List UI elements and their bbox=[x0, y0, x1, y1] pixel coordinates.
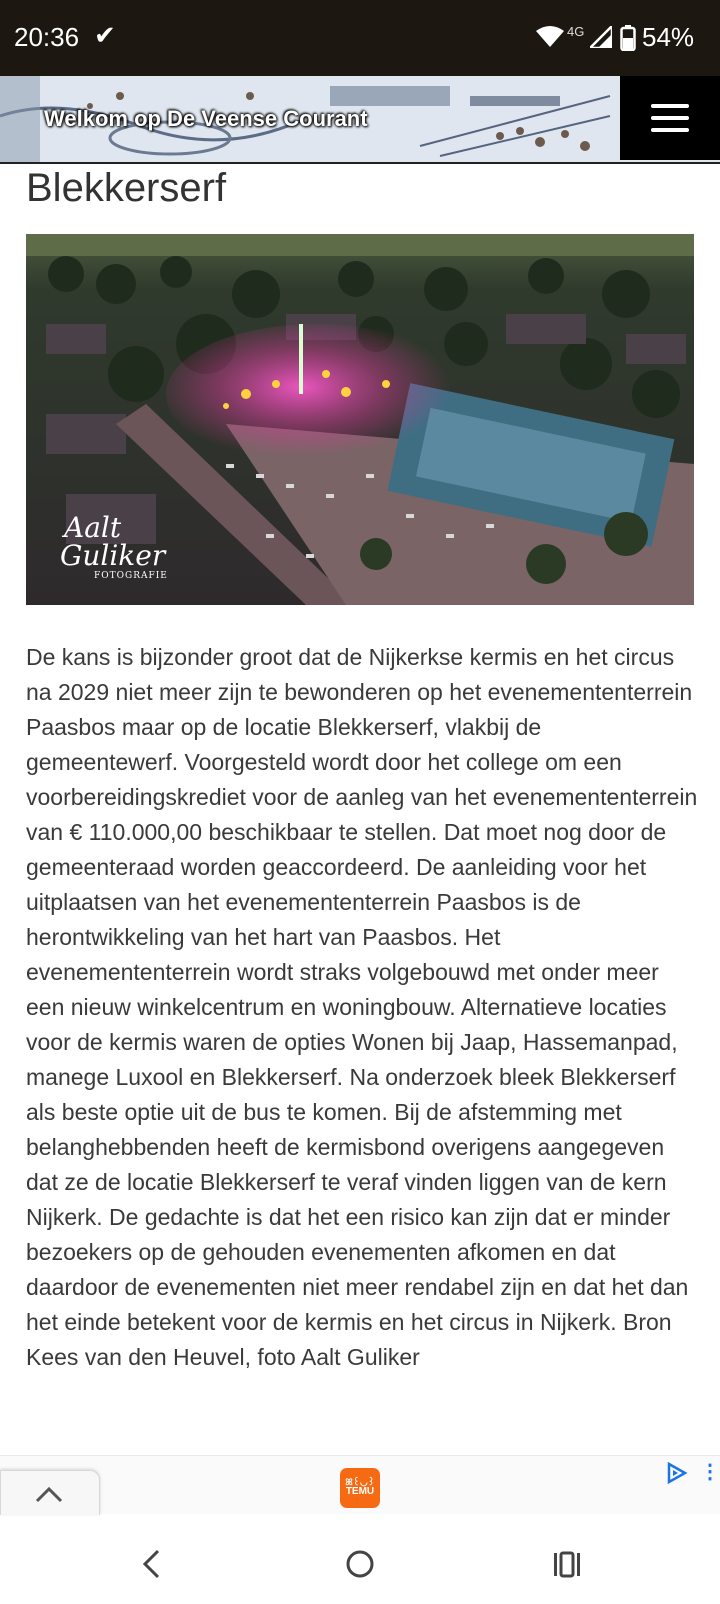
ad-collapse-button[interactable] bbox=[0, 1470, 100, 1515]
signal-icon bbox=[590, 26, 612, 48]
article-headline: Blekkerserf bbox=[26, 166, 227, 210]
wifi-icon bbox=[536, 26, 564, 48]
home-icon[interactable] bbox=[345, 1549, 375, 1579]
watermark-line-3: FOTOGRAFIE bbox=[94, 571, 168, 581]
site-header bbox=[0, 76, 720, 164]
site-title[interactable]: Welkom op De Veense Courant bbox=[44, 106, 368, 131]
temu-logo-text: TEMU bbox=[345, 1486, 375, 1497]
recents-icon[interactable] bbox=[552, 1549, 582, 1579]
battery-icon bbox=[620, 25, 636, 51]
back-icon[interactable] bbox=[138, 1549, 166, 1579]
watermark-line-2: Guliker bbox=[60, 539, 166, 572]
hamburger-menu-icon[interactable] bbox=[620, 76, 720, 160]
battery-percentage: 54% bbox=[642, 22, 695, 52]
chevron-up-icon bbox=[1, 1471, 99, 1515]
watermark-line-1: Aalt bbox=[64, 511, 122, 544]
status-time: 20:36 bbox=[14, 22, 80, 52]
ad-banner[interactable] bbox=[0, 1455, 720, 1514]
article-body: De kans is bijzonder groot dat de Nijkerkse kermis en het circus na 2029 niet meer zijn te bewonderen op het evenemententerrein Paasbos maar op de locatie Blekkerserf, vlakbij de gemeentewerf. Voorgesteld wordt door het college om een voorbereidingskrediet voor de aanleg van het evenemententerrein van € 110.000,00 beschikbaar te stellen. Dat moet nog door de gemeenteraad worden geaccordeerd. De aanleiding voor het uitplaatsen van het evenemententerrein Paasbos is de herontwikkeling van het hart van Paasbos. Het evenemententerrein wordt straks volgebouwd met onder meer een nieuw winkelcentrum en woningbouw. Alternatieve locaties voor de kermis waren de opties Wonen bij Jaap, Hassemanpad, manege Luxool en Blekkerserf. Na onderzoek bleek Blekkerserf als beste optie uit de bus te komen. Bij de afstemming met belanghebbenden heeft de kermisbond overigens aangegeven dat ze de locatie Blekkerserf te veraf vinden liggen van de kern Nijkerk. De gedachte is dat het een risico kan zijn dat er minder bezoekers op de gehouden evenementen afkomen en dat daardoor de evenementen niet meer rendabel zijn en dat het dan het einde betekent voor de kermis en het circus in Nijkerk. Bron Kees van den Heuvel, foto Aalt Guliker bbox=[26, 644, 698, 1370]
photographer-watermark bbox=[60, 511, 168, 582]
status-bar bbox=[0, 0, 720, 76]
adchoices-icon[interactable] bbox=[666, 1462, 688, 1484]
temu-logo-mark: ꕤ꒰◡꒱ bbox=[345, 1477, 375, 1487]
check-icon: ✔ bbox=[94, 20, 116, 50]
temu-logo[interactable] bbox=[340, 1468, 380, 1508]
network-type: 4G bbox=[567, 24, 585, 39]
article-photo bbox=[26, 234, 694, 605]
more-vert-icon[interactable]: ⋮ bbox=[700, 1461, 720, 1483]
system-navigation-bar bbox=[0, 1519, 720, 1604]
